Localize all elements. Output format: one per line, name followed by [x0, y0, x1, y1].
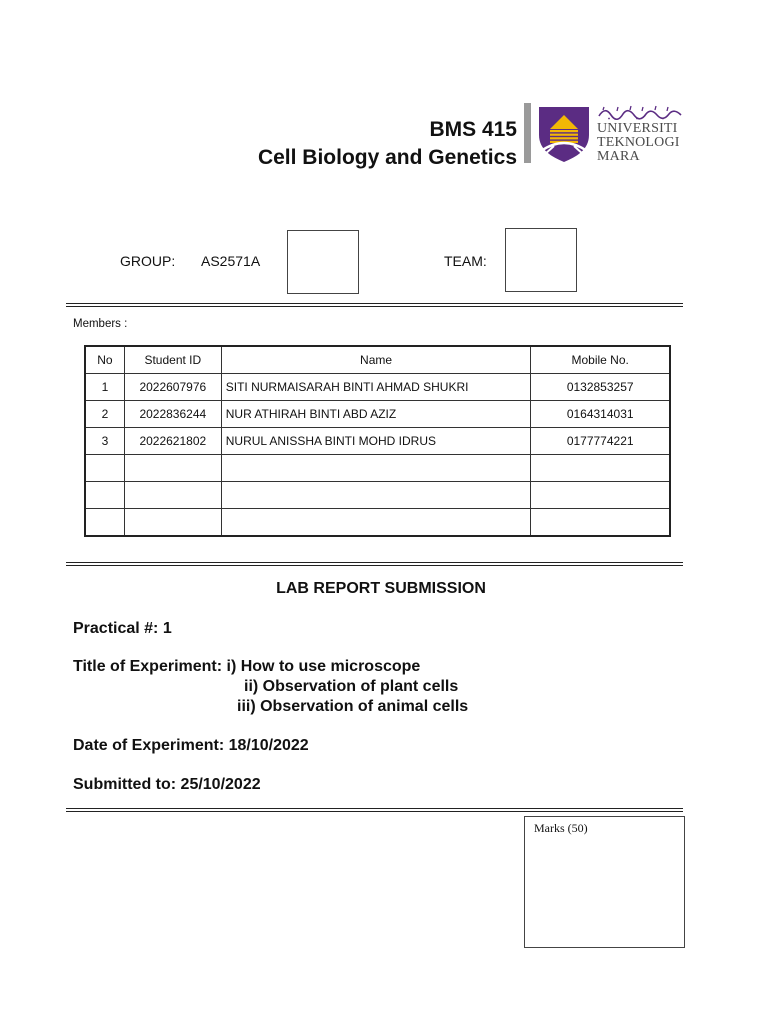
table-row — [85, 509, 670, 537]
member-mobile: 0177774221 — [531, 428, 670, 455]
column-header-name: Name — [221, 346, 531, 374]
course-code: BMS 415 — [429, 118, 517, 141]
member-student-id: 2022836244 — [124, 401, 221, 428]
member-no — [85, 482, 124, 509]
course-name: Cell Biology and Genetics — [257, 146, 517, 169]
section-divider — [66, 303, 683, 307]
member-mobile — [531, 509, 670, 537]
table-row — [85, 374, 670, 401]
header-divider-bar — [524, 103, 531, 163]
uitm-emblem-icon — [536, 105, 592, 163]
logo-text-teknologi: TEKNOLOGI — [597, 135, 680, 150]
group-entry-box — [287, 230, 359, 294]
member-name: SITI NURMAISARAH BINTI AHMAD SHUKRI — [221, 374, 531, 401]
experiment-title-line-1: Title of Experiment: i) How to use microscope — [73, 658, 421, 675]
experiment-date: Date of Experiment: 18/10/2022 — [73, 737, 309, 754]
logo-script-icon — [597, 104, 683, 120]
section-divider — [66, 562, 683, 566]
member-student-id: 2022607976 — [124, 374, 221, 401]
member-student-id — [124, 455, 221, 482]
member-student-id — [124, 482, 221, 509]
marks-box — [524, 816, 685, 948]
member-name — [221, 509, 531, 537]
member-mobile: 0132853257 — [531, 374, 670, 401]
group-label: GROUP: — [120, 253, 176, 269]
members-label: Members : — [73, 318, 128, 330]
team-entry-box — [505, 228, 577, 292]
submitted-to: Submitted to: 25/10/2022 — [73, 776, 261, 793]
member-name — [221, 482, 531, 509]
member-student-id: 2022621802 — [124, 428, 221, 455]
experiment-title-line-3: iii) Observation of animal cells — [237, 698, 469, 715]
column-header-student-id: Student ID — [124, 346, 221, 374]
marks-label: Marks (50) — [534, 821, 588, 835]
member-no: 2 — [85, 401, 124, 428]
submission-heading: LAB REPORT SUBMISSION — [276, 580, 486, 597]
logo-text-mara: MARA — [597, 149, 640, 164]
member-name: NURUL ANISSHA BINTI MOHD IDRUS — [221, 428, 531, 455]
member-mobile: 0164314031 — [531, 401, 670, 428]
members-table — [84, 345, 671, 537]
table-row — [85, 482, 670, 509]
column-header-mobile: Mobile No. — [531, 346, 670, 374]
table-row — [85, 455, 670, 482]
group-value: AS2571A — [201, 253, 261, 269]
section-divider — [66, 808, 683, 812]
column-header-no: No — [85, 346, 124, 374]
table-header-row — [85, 346, 670, 374]
member-mobile — [531, 455, 670, 482]
logo-text-universiti: UNIVERSITI — [597, 121, 678, 136]
member-no: 3 — [85, 428, 124, 455]
member-name: NUR ATHIRAH BINTI ABD AZIZ — [221, 401, 531, 428]
member-no — [85, 509, 124, 537]
table-row — [85, 401, 670, 428]
table-row — [85, 428, 670, 455]
member-mobile — [531, 482, 670, 509]
experiment-title-line-2: ii) Observation of plant cells — [244, 678, 459, 695]
team-label: TEAM: — [444, 253, 487, 269]
member-no — [85, 455, 124, 482]
practical-number: Practical #: 1 — [73, 620, 172, 637]
member-student-id — [124, 509, 221, 537]
member-no: 1 — [85, 374, 124, 401]
member-name — [221, 455, 531, 482]
